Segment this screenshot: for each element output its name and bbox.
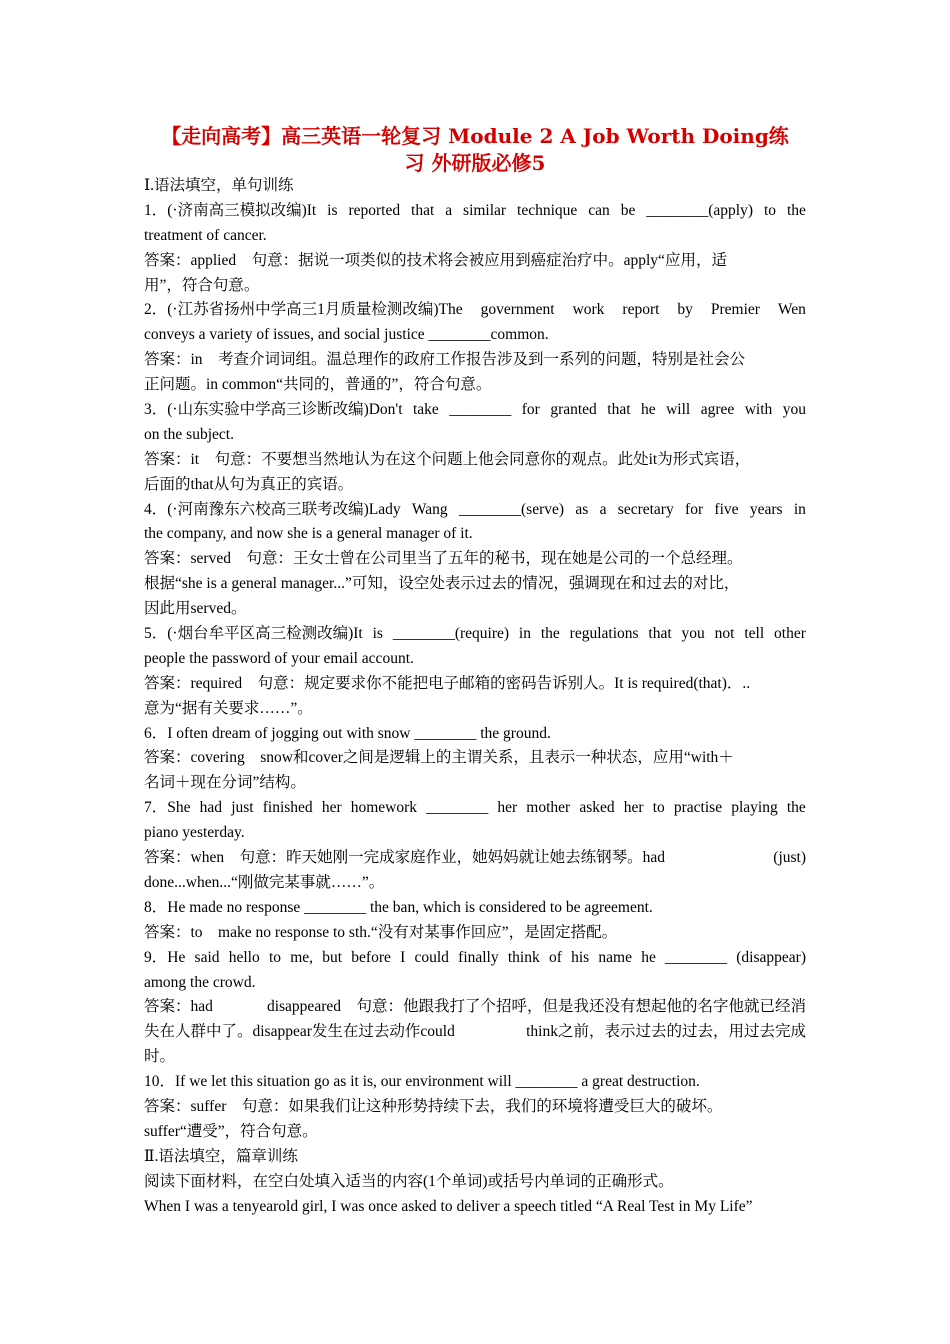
- word: her: [623, 799, 644, 817]
- word: can: [588, 201, 610, 219]
- question-line: 10．If we let this situation go as it is, our environment will ________ a great destruction.: [144, 1073, 700, 1091]
- word: that: [648, 625, 672, 643]
- word: regulations: [569, 625, 639, 643]
- word: her: [321, 799, 342, 817]
- answer-line: 后面的that从句为真正的宾语。: [144, 475, 354, 493]
- word: for: [685, 500, 704, 518]
- word: Wen: [777, 301, 806, 319]
- question-line: [144, 498, 806, 523]
- answer-line: 答案：to make no response to sth.“没有对某事作回应”，是固定搭配。: [144, 923, 618, 941]
- answer-line: 用”，符合句意。: [144, 276, 260, 294]
- question-line: among the crowd.: [144, 973, 256, 991]
- word: technique: [517, 201, 578, 219]
- word: not: [714, 625, 735, 643]
- word: said: [194, 948, 220, 966]
- passage-line: When I was a tenyearold girl, I was once asked to deliver a speech titled “A Real Test in My Life”: [144, 1197, 753, 1215]
- word: Premier: [710, 301, 760, 319]
- instruction-line: 阅读下面材料，在空白处填入适当的内容(1个单词)或括号内单词的正确形式。: [144, 1172, 674, 1190]
- word: practise: [673, 799, 723, 817]
- word: agree: [700, 401, 735, 419]
- word: just: [231, 799, 254, 817]
- word: in: [518, 625, 531, 643]
- word: a: [599, 500, 607, 518]
- word: for: [521, 401, 540, 419]
- answer-line: done...when...“刚做完某事就……”。: [144, 873, 385, 891]
- word: to: [652, 799, 665, 817]
- word: 4．(·河南豫东六校高三联考改编)Lady: [144, 500, 401, 518]
- word: but: [322, 948, 343, 966]
- word: you: [681, 625, 705, 643]
- word: playing: [731, 799, 778, 817]
- section-heading: Ⅱ.语法填空，篇章训练: [144, 1147, 298, 1165]
- question-line: the company, and now she is a general manager of it.: [144, 525, 473, 543]
- word: ________: [449, 401, 512, 419]
- word: name: [598, 948, 632, 966]
- word: that: [607, 401, 631, 419]
- question-line: piano yesterday.: [144, 824, 245, 842]
- word: in: [793, 500, 806, 518]
- answer-line: 答案：served 句意：王女士曾在公司里当了五年的秘书，现在她是公司的一个总经理。: [144, 550, 743, 568]
- word: mother: [526, 799, 571, 817]
- word: 答案：applied 句意：据说一项类似的技术将会被应用到癌症治疗中。apply“应用，适: [144, 251, 727, 269]
- question-line: conveys a variety of issues, and social justice ________common.: [144, 326, 549, 344]
- answer-line: 根据“she is a general manager...”可知，设空处表示过去的情况，强调现在和过去的对比，: [144, 575, 740, 593]
- word: years: [749, 500, 783, 518]
- word: secretary: [617, 500, 674, 518]
- word: you: [782, 401, 806, 419]
- word: similar: [463, 201, 507, 219]
- word: finished: [262, 799, 313, 817]
- word: reported: [348, 201, 401, 219]
- word: think: [507, 948, 540, 966]
- word: I: [400, 948, 406, 966]
- word: 1．(·济南高三模拟改编)It: [144, 201, 317, 219]
- answer-line: [144, 1095, 806, 1120]
- word: ________: [665, 948, 728, 966]
- answer-line: suffer“遭受”，符合句意。: [144, 1122, 318, 1140]
- word: is: [327, 201, 338, 219]
- word: Wang: [411, 500, 448, 518]
- word: report: [622, 301, 660, 319]
- answer-line: [144, 846, 806, 871]
- word: homework: [350, 799, 418, 817]
- word: had: [199, 799, 223, 817]
- word: 7．She: [144, 799, 191, 817]
- answer-line: 答案：required 句意：规定要求你不能把电子邮箱的密码告诉别人。It is required(that)．..: [144, 674, 751, 692]
- question-line: 6．I often dream of jogging out with snow ________ the ground.: [144, 724, 551, 742]
- question-line: [144, 622, 806, 647]
- word: (just): [773, 849, 806, 867]
- question-line: [144, 398, 806, 423]
- word: a: [445, 201, 453, 219]
- word: 失在人群中了。disappear发生在过去动作could: [144, 1023, 455, 1041]
- answer-line: [144, 1020, 806, 1045]
- answer-line: [144, 348, 806, 373]
- word: the: [540, 625, 560, 643]
- answer-line: 名词＋现在分词”结构。: [144, 774, 306, 792]
- word: 答案：suffer 句意：如果我们让这种形势持续下去，我们的环境将遭受巨大的破坏。: [144, 1097, 723, 1115]
- question-line: people the password of your email account.: [144, 649, 414, 667]
- question-line: [144, 946, 806, 971]
- word: government: [480, 301, 555, 319]
- question-line: [144, 298, 806, 323]
- word: by: [677, 301, 693, 319]
- word: be: [620, 201, 636, 219]
- section-heading: Ⅰ.语法填空，单句训练: [144, 177, 294, 194]
- word: to: [268, 948, 282, 966]
- answer-line: 答案：it 句意：不要想当然地认为在这个问题上他会同意你的观点。此处it为形式宾语，: [144, 450, 751, 468]
- question-line: on the subject.: [144, 425, 234, 443]
- word: before: [351, 948, 391, 966]
- question-line: treatment of cancer.: [144, 226, 267, 244]
- word: ________(apply): [646, 201, 754, 219]
- word: granted: [550, 401, 597, 419]
- word: 5．(·烟台牟平区高三检测改编)It: [144, 625, 363, 643]
- word: 答案：when 句意：昨天她刚一完成家庭作业，她妈妈就让她去练钢琴。had: [144, 849, 665, 867]
- word: 2．(·江苏省扬州中学高三1月质量检测改编)The: [144, 301, 463, 319]
- title-line-1: 【走向高考】高三英语一轮复习 Module 2 A Job Worth Doing练: [161, 124, 789, 148]
- word: could: [414, 948, 449, 966]
- word: work: [572, 301, 605, 319]
- word: he: [640, 401, 656, 419]
- answer-line: 答案：covering snow和cover之间是逻辑上的主谓关系，且表示一种状态，应用“with＋: [144, 749, 734, 767]
- word: take: [413, 401, 439, 419]
- word: ________(require): [392, 625, 510, 643]
- word: think之前，表示过去的过去，用过去完成: [526, 1023, 806, 1041]
- word: other: [774, 625, 806, 643]
- word: he: [641, 948, 656, 966]
- answer-line: 正问题。in common“共同的，普通的”，符合句意。: [144, 376, 492, 394]
- answer-line: [144, 249, 806, 274]
- word: 答案：had: [144, 998, 213, 1016]
- word: with: [744, 401, 773, 419]
- document-body: [144, 174, 806, 1219]
- word: 9．He: [144, 948, 186, 966]
- word: of: [548, 948, 562, 966]
- word: disappeared 句意：他跟我打了个招呼，但是我还没有想起他的名字他就已经消: [266, 998, 806, 1016]
- answer-line: 时。: [144, 1048, 176, 1066]
- word: me,: [290, 948, 314, 966]
- word: ________(serve): [459, 500, 565, 518]
- title-line-2: 习 外研版必修5: [404, 151, 546, 175]
- word: tell: [744, 625, 765, 643]
- document-title: [144, 123, 806, 177]
- question-line: 8．He made no response ________ the ban, which is considered to be agreement.: [144, 898, 653, 916]
- answer-line: 意为“据有关要求……”。: [144, 699, 313, 717]
- answer-line: [144, 995, 806, 1020]
- word: as: [575, 500, 589, 518]
- question-line: [144, 199, 806, 224]
- word: his: [571, 948, 590, 966]
- word: 答案：in 考查介词词组。温总理作的政府工作报告涉及到一系列的问题，特别是社会公: [144, 351, 746, 369]
- word: will: [666, 401, 691, 419]
- word: asked: [579, 799, 615, 817]
- question-line: [144, 796, 806, 821]
- word: finally: [458, 948, 499, 966]
- answer-line: 因此用served。: [144, 600, 247, 618]
- word: 3．(·山东实验中学高三诊断改编)Don't: [144, 401, 403, 419]
- word: is: [372, 625, 383, 643]
- word: her: [497, 799, 518, 817]
- word: ________: [426, 799, 489, 817]
- word: hello: [228, 948, 260, 966]
- word: to: [763, 201, 777, 219]
- word: the: [786, 201, 806, 219]
- word: (disappear): [736, 948, 806, 966]
- word: five: [714, 500, 739, 518]
- word: that: [411, 201, 435, 219]
- word: the: [786, 799, 806, 817]
